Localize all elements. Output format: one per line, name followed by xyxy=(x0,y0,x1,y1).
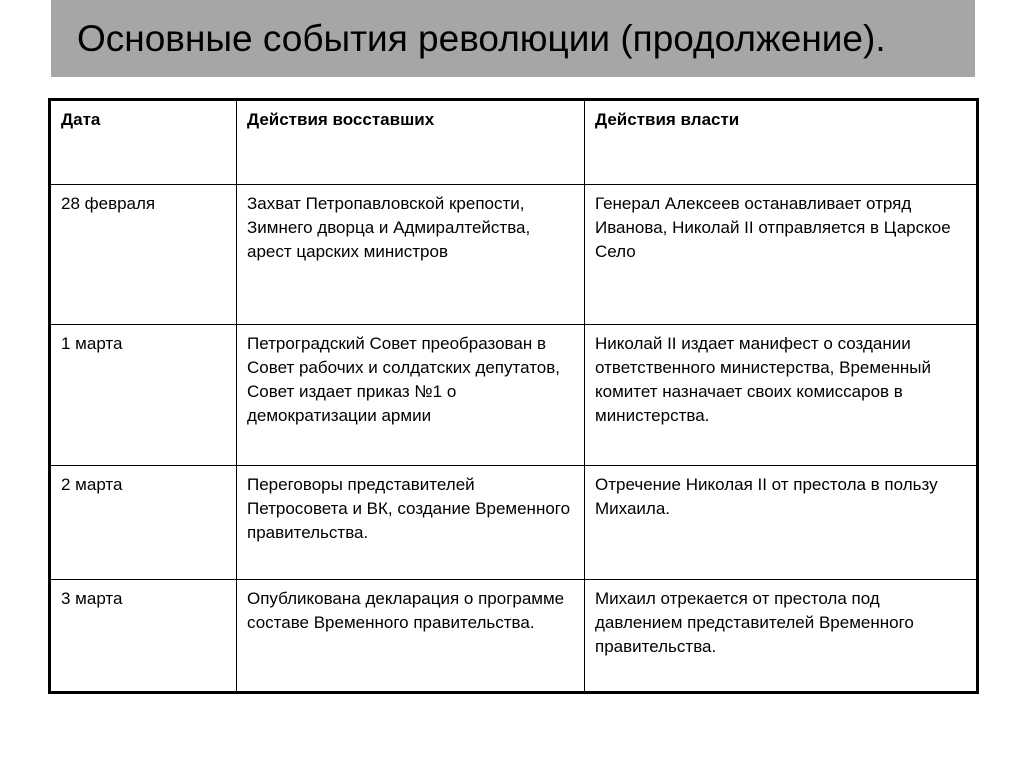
cell-rebels-actions: Захват Петропавловской крепости, Зимнего дворца и Адмиралтейства, арест царских министров xyxy=(237,185,585,325)
cell-power-actions: Михаил отрекается от престола под давлением представителей Временного правительства. xyxy=(585,580,978,693)
cell-rebels-actions: Опубликована декларация о программе составе Временного правительства. xyxy=(237,580,585,693)
cell-rebels-actions: Переговоры представителей Петросовета и ВК, создание Временного правительства. xyxy=(237,466,585,580)
cell-date: 2 марта xyxy=(50,466,237,580)
cell-date: 1 марта xyxy=(50,325,237,466)
table-row xyxy=(50,185,978,325)
table-row xyxy=(50,466,978,580)
page-title: Основные события революции (продолжение). xyxy=(77,18,886,59)
table-header-row xyxy=(50,100,978,185)
header-rebels-actions: Действия восставших xyxy=(237,100,585,185)
table-row xyxy=(50,325,978,466)
header-power-actions: Действия власти xyxy=(585,100,978,185)
cell-date: 3 марта xyxy=(50,580,237,693)
cell-power-actions: Отречение Николая II от престола в пользу Михаила. xyxy=(585,466,978,580)
table-row xyxy=(50,580,978,693)
cell-rebels-actions: Петроградский Совет преобразован в Совет рабочих и солдатских депутатов, Совет издает приказ №1 о демократизации армии xyxy=(237,325,585,466)
title-bar xyxy=(51,0,975,77)
header-date: Дата xyxy=(50,100,237,185)
cell-date: 28 февраля xyxy=(50,185,237,325)
cell-power-actions: Николай II издает манифест о создании ответственного министерства, Временный комитет назначает своих комиссаров в министерства. xyxy=(585,325,978,466)
events-table xyxy=(48,98,979,694)
cell-power-actions: Генерал Алексеев останавливает отряд Иванова, Николай II отправляется в Царское Село xyxy=(585,185,978,325)
